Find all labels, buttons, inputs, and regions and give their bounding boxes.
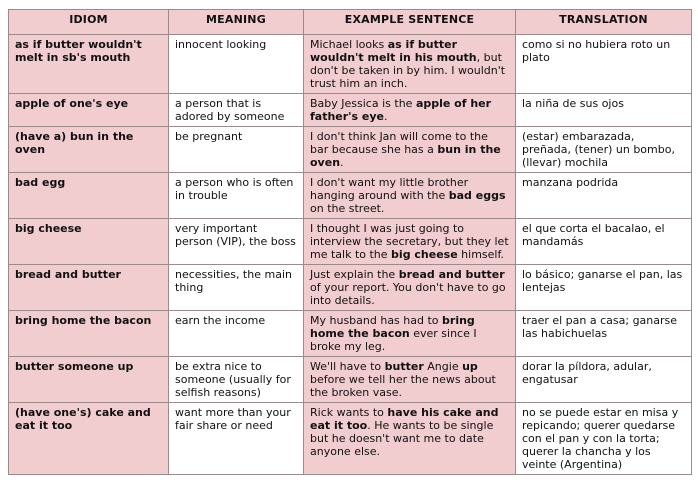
example-sentence-cell xyxy=(304,35,516,94)
example-sentence-cell xyxy=(304,403,516,475)
example-text: I don't think Jan will come to the bar because she has a xyxy=(310,130,488,156)
example-text: Just explain the xyxy=(310,268,399,281)
meaning-cell: a person who is often in trouble xyxy=(169,173,304,219)
example-sentence-cell xyxy=(304,173,516,219)
table-row xyxy=(9,173,692,219)
meaning-cell: a person that is adored by someone xyxy=(169,94,304,127)
example-sentence-cell xyxy=(304,127,516,173)
meaning-cell: be extra nice to someone (usually for selfish reasons) xyxy=(169,357,304,403)
example-sentence-cell xyxy=(304,94,516,127)
example-text: ever since I broke my leg. xyxy=(310,327,477,353)
meaning-cell: be pregnant xyxy=(169,127,304,173)
translation-cell: no se puede estar en misa y repicando; querer quedarse con el pan y con la torta; querer la chancha y los veinte (Argentina) xyxy=(516,403,692,475)
translation-cell: lo básico; ganarse el pan, las lentejas xyxy=(516,265,692,311)
example-text: . He wants to be single but he doesn't want me to date anyone else. xyxy=(310,419,494,458)
example-text: before we tell her the news about the broken vase. xyxy=(310,373,496,399)
meaning-cell: very important person (VIP), the boss xyxy=(169,219,304,265)
translation-cell: (estar) embarazada, preñada, (tener) un bombo, (llevar) mochila xyxy=(516,127,692,173)
example-idiom-highlight: bad eggs xyxy=(448,189,506,202)
idiom-table-container xyxy=(8,9,691,475)
table-row xyxy=(9,35,692,94)
example-text: on the street. xyxy=(310,202,385,215)
table-row xyxy=(9,311,692,357)
example-text: We'll have to xyxy=(310,360,385,373)
example-text: . xyxy=(384,110,388,123)
translation-cell: la niña de sus ojos xyxy=(516,94,692,127)
idiom-cell: (have a) bun in the oven xyxy=(9,127,169,173)
example-idiom-highlight: as if butter wouldn't melt in his mouth xyxy=(310,38,477,64)
example-text: I thought I was just going to interview the secretary, but they let me talk to the xyxy=(310,222,509,261)
meaning-cell: earn the income xyxy=(169,311,304,357)
table-row xyxy=(9,265,692,311)
example-text: . xyxy=(340,156,344,169)
example-text: Rick wants to xyxy=(310,406,388,419)
example-text: Michael looks xyxy=(310,38,388,51)
example-text: Baby Jessica is the xyxy=(310,97,416,110)
idiom-cell: bad egg xyxy=(9,173,169,219)
table-row xyxy=(9,94,692,127)
example-idiom-highlight: big cheese xyxy=(391,248,458,261)
header-meaning: MEANING xyxy=(169,10,304,35)
example-idiom-highlight: apple of her father's eye xyxy=(310,97,492,123)
header-idiom: IDIOM xyxy=(9,10,169,35)
example-idiom-highlight: bread and butter xyxy=(398,268,505,281)
idiom-table xyxy=(8,9,692,475)
idiom-cell: big cheese xyxy=(9,219,169,265)
idiom-cell: butter someone up xyxy=(9,357,169,403)
example-text: , but don't be taken in by him. I wouldn't trust him an inch. xyxy=(310,51,506,90)
translation-cell: traer el pan a casa; ganarse las habichuelas xyxy=(516,311,692,357)
table-row xyxy=(9,219,692,265)
idiom-cell: bring home the bacon xyxy=(9,311,169,357)
idiom-cell: as if butter wouldn't melt in sb's mouth xyxy=(9,35,169,94)
header-row xyxy=(9,10,692,35)
meaning-cell: want more than your fair share or need xyxy=(169,403,304,475)
header-example-sentence: EXAMPLE SENTENCE xyxy=(304,10,516,35)
translation-cell: como si no hubiera roto un plato xyxy=(516,35,692,94)
example-text: Angie xyxy=(423,360,463,373)
example-sentence-cell xyxy=(304,311,516,357)
example-text: of your report. You don't have to go into details. xyxy=(310,281,506,307)
idiom-cell: bread and butter xyxy=(9,265,169,311)
translation-cell: dorar la píldora, adular, engatusar xyxy=(516,357,692,403)
translation-cell: el que corta el bacalao, el mandamás xyxy=(516,219,692,265)
example-sentence-cell xyxy=(304,265,516,311)
example-sentence-cell xyxy=(304,357,516,403)
table-row xyxy=(9,403,692,475)
meaning-cell: necessities, the main thing xyxy=(169,265,304,311)
table-row xyxy=(9,127,692,173)
example-text: himself. xyxy=(457,248,505,261)
example-idiom-highlight: bun in the oven xyxy=(310,143,501,169)
example-text: I don't want my little brother hanging around with the xyxy=(310,176,469,202)
example-idiom-highlight: butter xyxy=(384,360,424,373)
example-idiom-highlight: bring home the bacon xyxy=(310,314,475,340)
idiom-cell: apple of one's eye xyxy=(9,94,169,127)
meaning-cell: innocent looking xyxy=(169,35,304,94)
header-translation: TRANSLATION xyxy=(516,10,692,35)
example-idiom-highlight: up xyxy=(462,360,478,373)
example-text: My husband has had to xyxy=(310,314,443,327)
translation-cell: manzana podrida xyxy=(516,173,692,219)
example-idiom-highlight: have his cake and eat it too xyxy=(310,406,499,432)
example-sentence-cell xyxy=(304,219,516,265)
idiom-cell: (have one's) cake and eat it too xyxy=(9,403,169,475)
table-row xyxy=(9,357,692,403)
